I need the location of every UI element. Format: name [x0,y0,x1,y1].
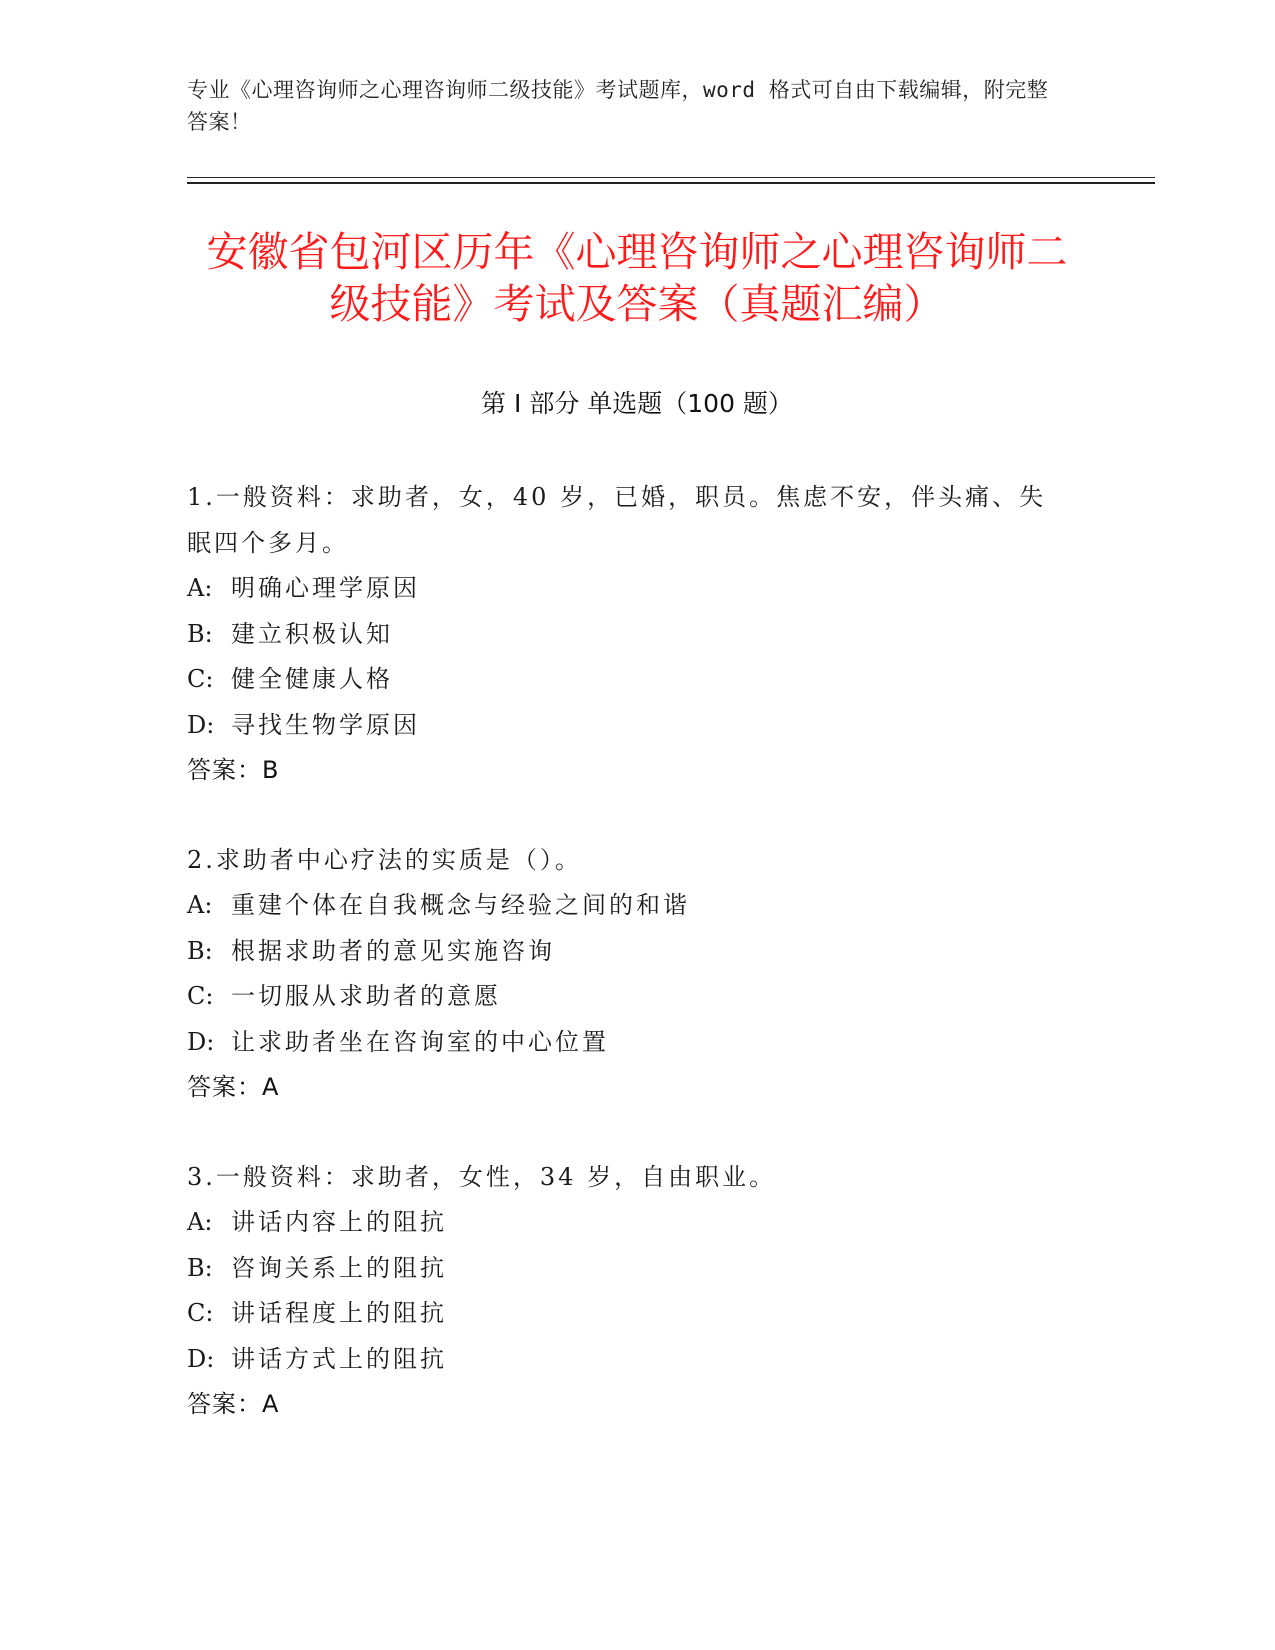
option-text: 明确心理学原因 [231,574,420,602]
option-text: 根据求助者的意见实施咨询 [231,936,555,965]
answer-line: 答案：A [187,1073,280,1101]
option-a [187,566,1067,612]
section-heading: 第 I 部分 单选题（100 题） [481,389,793,418]
option-text: 寻找生物学原因 [231,710,420,739]
option-letter: A: [187,1208,213,1236]
question-stem: 3.一般资料：求助者，女性，34 岁，自由职业。 [187,1162,777,1191]
option-text: 让求助者坐在咨询室的中心位置 [231,1027,609,1056]
option-letter: C: [187,665,214,693]
header-divider-thin [187,177,1155,178]
answer-line: 答案：A [187,1390,280,1418]
answer-line: 答案：B [187,756,280,784]
option-c [187,974,1067,1020]
question-stem: 1.一般资料：求助者，女，40 岁，已婚，职员。焦虑不安，伴头痛、失眠四个多月。 [187,483,1047,557]
question-item [187,475,1067,794]
option-text: 健全健康人格 [231,665,393,693]
option-text: 咨询关系上的阻抗 [231,1253,447,1282]
option-b [187,1246,1067,1292]
option-letter: A: [187,891,213,919]
question-item [187,838,1067,1111]
option-letter: C: [187,982,214,1010]
option-letter: D: [187,1027,215,1056]
option-text: 一切服从求助者的意愿 [231,982,501,1010]
option-letter: A: [187,574,213,602]
option-letter: D: [187,710,215,739]
option-a [187,883,1067,929]
option-d [187,1020,1067,1066]
option-b [187,929,1067,975]
option-text: 讲话程度上的阻抗 [231,1299,447,1327]
option-c [187,657,1067,703]
option-letter: D: [187,1344,215,1373]
option-text: 重建个体在自我概念与经验之间的和谐 [231,891,690,919]
option-letter: C: [187,1299,214,1327]
option-a [187,1200,1067,1246]
option-b [187,612,1067,658]
option-letter: B: [187,936,213,965]
header-divider-thick [187,182,1155,184]
option-letter: B: [187,619,213,648]
header-note: 专业《心理咨询师之心理咨询师二级技能》考试题库，word 格式可自由下载编辑，附完整答案！ [187,78,1049,134]
option-c [187,1291,1067,1337]
question-stem: 2.求助者中心疗法的实质是（）。 [187,845,582,874]
question-item [187,1155,1067,1428]
option-text: 讲话内容上的阻抗 [231,1208,447,1236]
option-d [187,1337,1067,1383]
option-text: 讲话方式上的阻抗 [231,1344,447,1373]
document-title: 安徽省包河区历年《心理咨询师之心理咨询师二级技能》考试及答案（真题汇编） [206,228,1068,328]
option-text: 建立积极认知 [231,619,393,648]
question-list [187,475,1067,1472]
option-d [187,703,1067,749]
option-letter: B: [187,1253,213,1282]
